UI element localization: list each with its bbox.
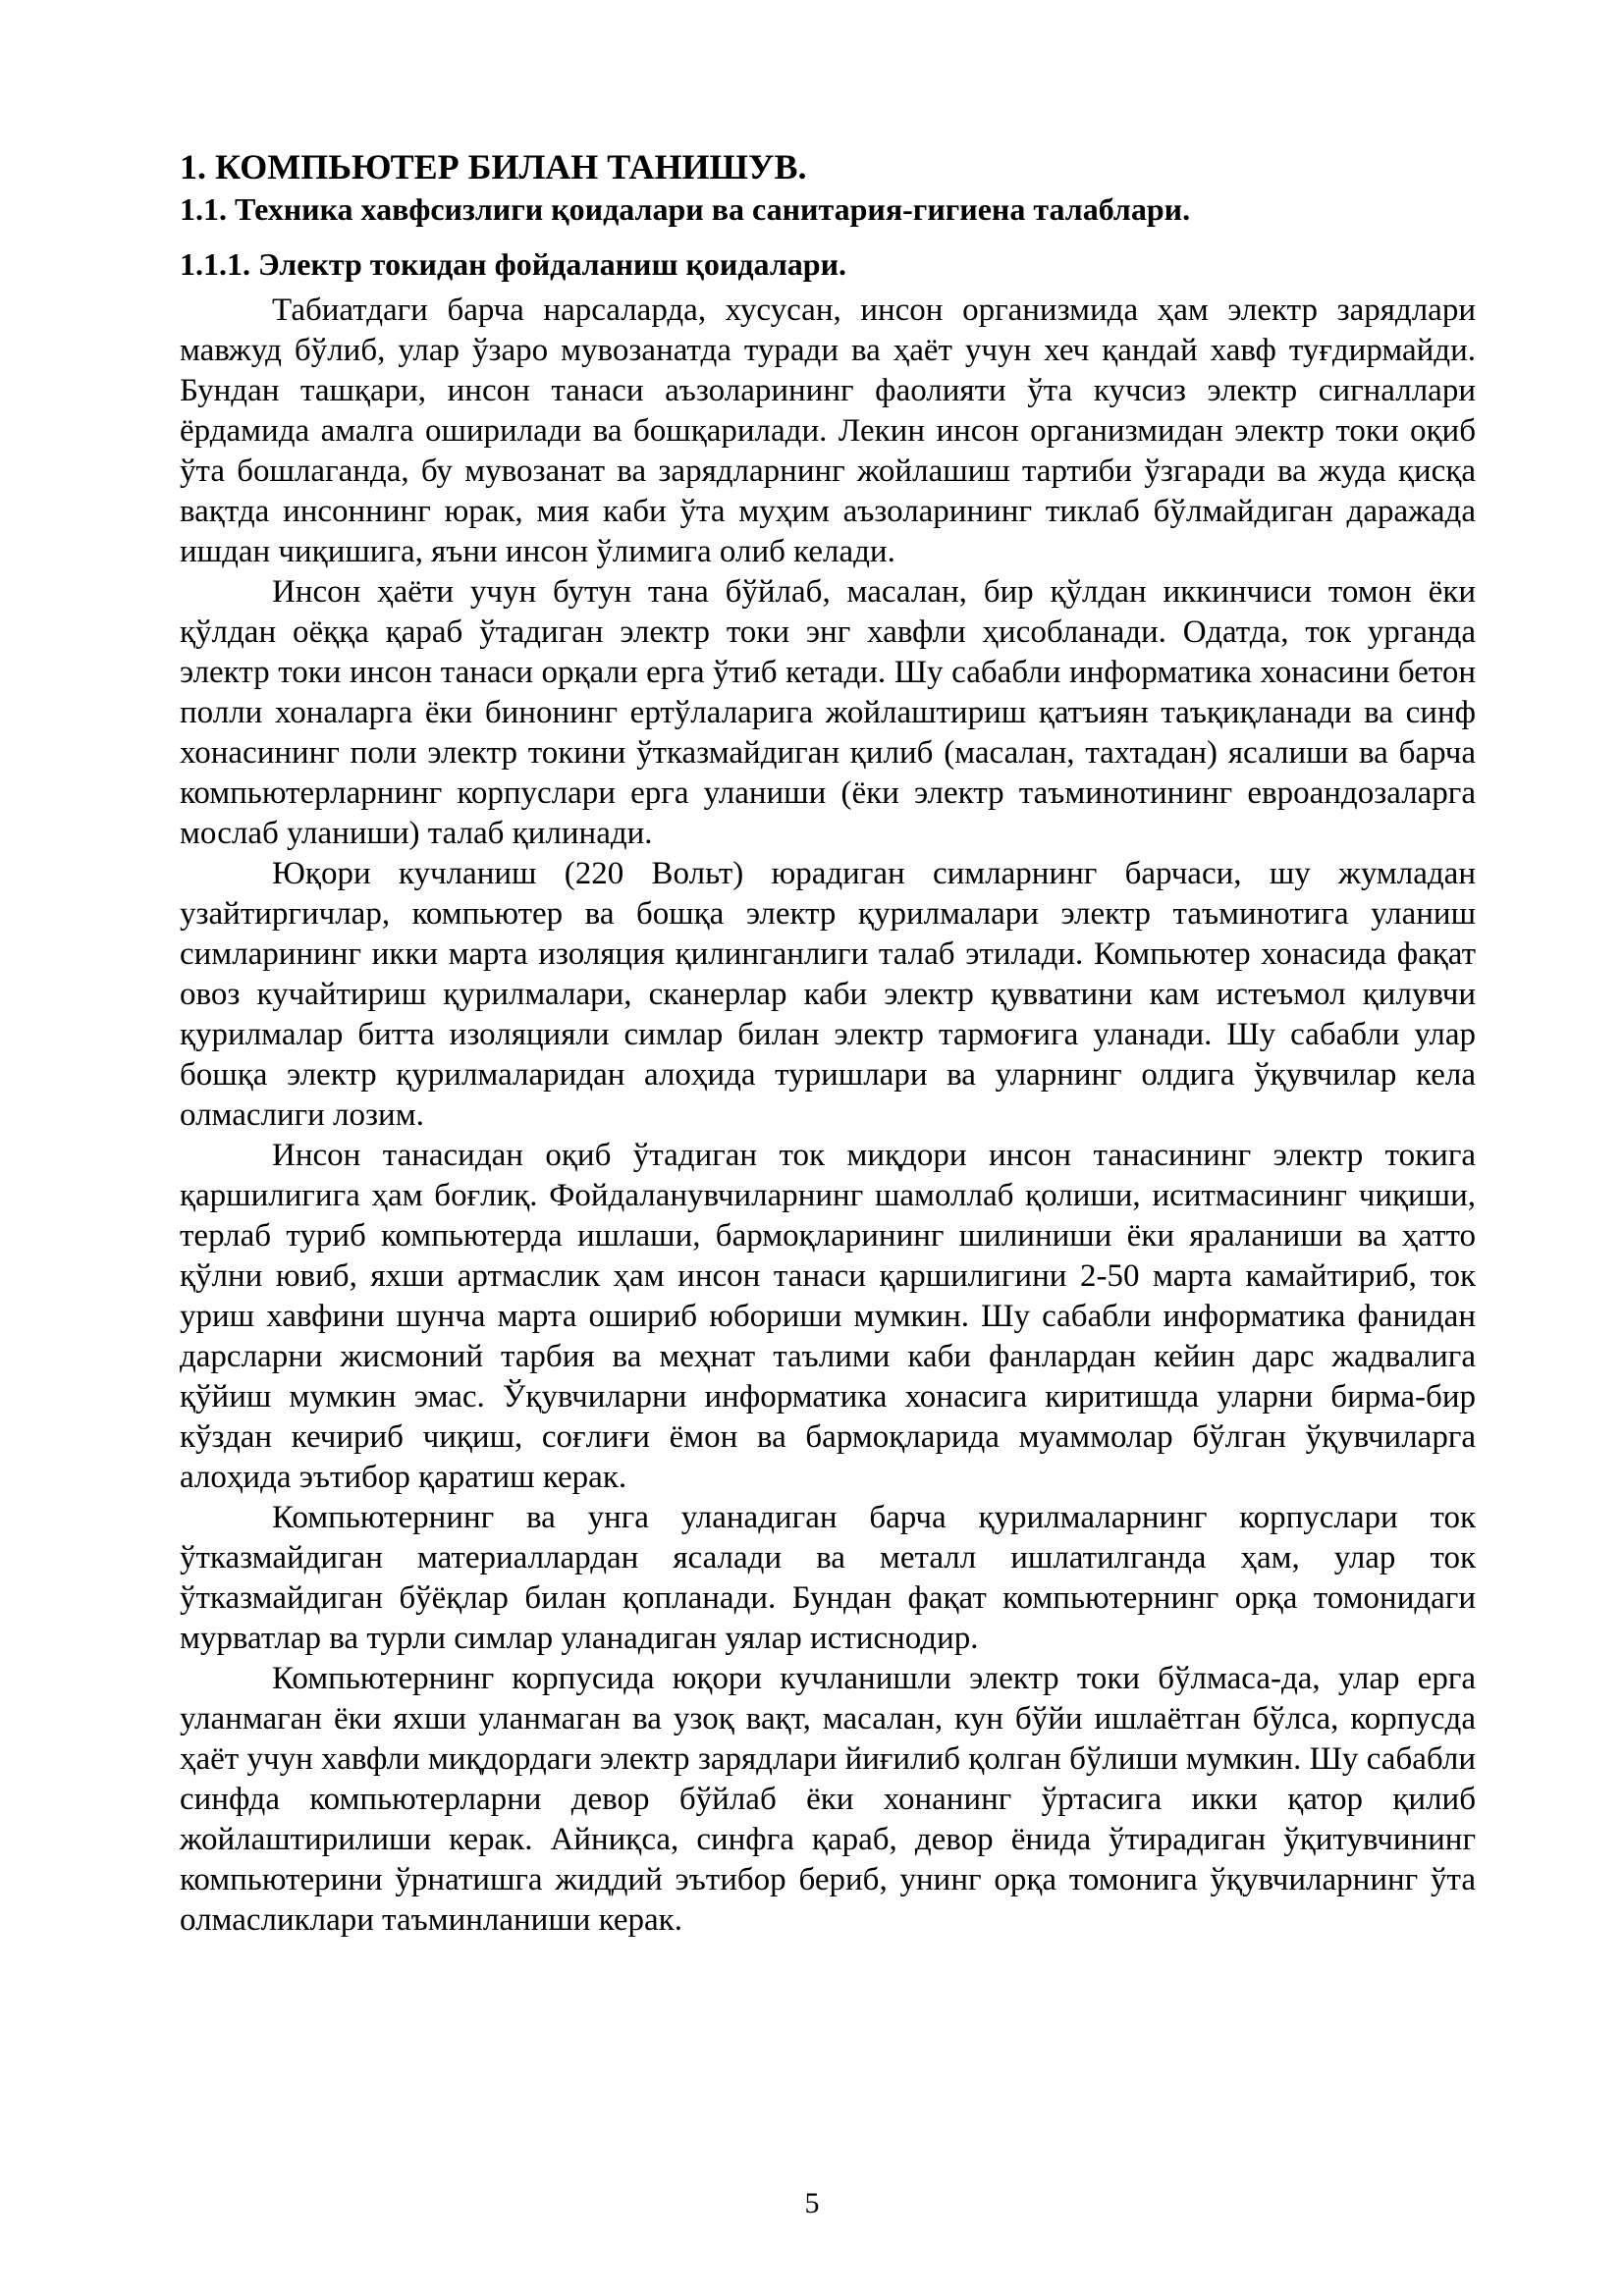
- body-paragraph: Инсон танасидан оқиб ўтадиган ток миқдори инсон танасининг электр токига қаршилигига ҳам боғлиқ. Фойдаланувчиларнинг шамоллаб қолиши, иситмасининг чиқиши, терлаб туриб компьютерда ишлаши, бармоқларининг шилиниши ёки яраланиши ва ҳатто қўлни ювиб, яхши артмаслик ҳам инсон танаси қаршилигини 2-50 марта камайтириб, ток уриш хавфини шунча марта ошириб юбориши мумкин. Шу сабабли информатика фанидан дарсларни жисмоний тарбия ва меҳнат таълими каби фанлардан кейин дарс жадвалига қўйиш мумкин эмас. Ўқувчиларни информатика хонасига киритишда уларни бирма-бир кўздан кечириб чиқиш, соғлиғи ёмон ва бармоқларида муаммолар бўлган ўқувчиларга алоҳида эътибор қаратиш керак.: [180, 1138, 1476, 1495]
- body-paragraph: Юқори кучланиш (220 Вольт) юрадиган симларнинг барчаси, шу жумладан узайтиргичлар, компьютер ва бошқа электр қурилмалари электр таъминотига уланиш симларининг икки марта изоляция қилинганлиги талаб этилади. Компьютер хонасида фақат овоз кучайтириш қурилмалари, сканерлар каби электр қувватини кам истеъмол қилувчи қурилмалар битта изоляцияли симлар билан электр тармоғига уланади. Шу сабабли улар бошқа электр қурилмаларидан алоҳида туришлари ва уларнинг олдига ўқувчилар кела олмаслиги лозим.: [180, 856, 1476, 1133]
- document-page: [180, 145, 1476, 1941]
- body-paragraph: Компьютернинг корпусида юқори кучланишли электр токи бўлмаса-да, улар ерга уланмаган ёки яхши уланмаган ва узоқ вақт, масалан, кун бўйи ишлаётган бўлса, корпусда ҳаёт учун хавфли миқдордаги электр зарядлари йиғилиб қолган бўлиши мумкин. Шу сабабли синфда компьютерларни девор бўйлаб ёки хонанинг ўртасига икки қатор қилиб жойлаштирилиши керак. Айниқса, синфга қараб, девор ёнида ўтирадиган ўқитувчининг компьютерини ўрнатишга жиддий эътибор бериб, унинг орқа томонига ўқувчиларнинг ўта олмасликлари таъминланиши керак.: [180, 1661, 1476, 1938]
- chapter-title: 1. КОМПЬЮТЕР БИЛАН ТАНИШУВ.: [180, 147, 807, 187]
- section-title: 1.1. Техника хавфсизлиги қоидалари ва санитария-гигиена талаблари.: [180, 191, 1191, 227]
- body-paragraph: Табиатдаги барча нарсаларда, хусусан, инсон организмида ҳам электр зарядлари мавжуд бўлиб, улар ўзаро мувозанатда туради ва ҳаёт учун хеч қандай хавф туғдирмайди. Бундан ташқари, инсон танаси аъзоларининг фаолияти ўта кучсиз электр сигналлари ёрдамида амалга оширилади ва бошқарилади. Лекин инсон организмидан электр токи оқиб ўта бошлаганда, бу мувозанат ва зарядларнинг жойлашиш тартиби ўзгаради ва жуда қисқа вақтда инсоннинг юрак, мия каби ўта муҳим аъзоларининг тиклаб бўлмайдиган даражада ишдан чиқишига, яъни инсон ўлимига олиб келади.: [180, 293, 1476, 569]
- subsection-title: 1.1.1. Электр токидан фойдаланиш қоидалари.: [180, 246, 846, 282]
- body-paragraph: Компьютернинг ва унга уланадиган барча қурилмаларнинг корпуслари ток ўтказмайдиган материаллардан ясалади ва металл ишлатилганда ҳам, улар ток ўтказмайдиган бўёқлар билан қопланади. Бундан фақат компьютернинг орқа томонидаги мурватлар ва турли симлар уланадиган уялар истиснодир.: [180, 1500, 1476, 1656]
- page-number: 5: [804, 2187, 820, 2219]
- body-paragraph: Инсон ҳаёти учун бутун тана бўйлаб, масалан, бир қўлдан иккинчиси томон ёки қўлдан оёққа қараб ўтадиган электр токи энг хавфли ҳисобланади. Одатда, ток урганда электр токи инсон танаси орқали ерга ўтиб кетади. Шу сабабли информатика хонасини бетон полли хоналарга ёки бинонинг ертўлаларига жойлаштириш қатъиян таъқиқланади ва синф хонасининг поли электр токини ўтказмайдиган қилиб (масалан, тахтадан) ясалиши ва барча компьютерларнинг корпуслари ерга уланиши (ёки электр таъминотининг евроандозаларга мослаб уланиши) талаб қилинади.: [180, 574, 1476, 851]
